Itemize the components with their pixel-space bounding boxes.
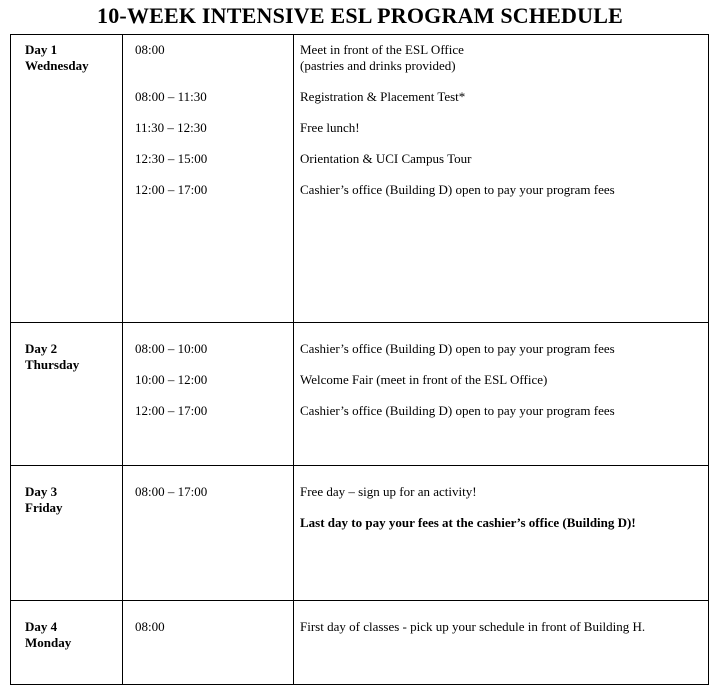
day-cell xyxy=(11,466,123,601)
event-item: Cashier’s office (Building D) open to pay your program fees xyxy=(300,403,615,418)
event-cell xyxy=(294,601,709,685)
table-row xyxy=(11,601,709,685)
event-item: Free lunch! xyxy=(300,120,360,135)
page-title: 10-WEEK INTENSIVE ESL PROGRAM SCHEDULE xyxy=(97,3,623,28)
event-cell xyxy=(294,323,709,466)
time-slot: 08:00 xyxy=(135,619,165,634)
event-item: Cashier’s office (Building D) open to pay your program fees xyxy=(300,182,615,197)
event-text: Meet in front of the ESL Office xyxy=(300,42,464,57)
day-cell xyxy=(11,323,123,466)
time-cell xyxy=(123,35,294,323)
day-number: Day 1 xyxy=(25,42,58,57)
event-cell xyxy=(294,466,709,601)
event-item: Free day – sign up for an activity! xyxy=(300,484,477,499)
table-row xyxy=(11,466,709,601)
day-number: Day 3 xyxy=(25,484,58,499)
time-slot: 08:00 – 10:00 xyxy=(135,341,208,356)
time-slot: 10:00 – 12:00 xyxy=(135,372,208,387)
time-cell xyxy=(123,466,294,601)
event-item xyxy=(300,42,708,74)
weekday: Friday xyxy=(25,500,63,515)
event-item: Orientation & UCI Campus Tour xyxy=(300,151,472,166)
table-row xyxy=(11,35,709,323)
time-slot: 08:00 – 11:30 xyxy=(135,89,207,104)
day-number: Day 4 xyxy=(25,619,58,634)
time-slot: 08:00 xyxy=(135,42,165,57)
event-item: Welcome Fair (meet in front of the ESL Office) xyxy=(300,372,548,387)
time-slot: 12:00 – 17:00 xyxy=(135,403,208,418)
time-slot: 12:30 – 15:00 xyxy=(135,151,208,166)
time-cell xyxy=(123,323,294,466)
day-number: Day 2 xyxy=(25,341,58,356)
weekday: Monday xyxy=(25,635,72,650)
time-slot: 08:00 – 17:00 xyxy=(135,484,208,499)
event-note: (pastries and drinks provided) xyxy=(300,58,456,73)
event-item: Registration & Placement Test* xyxy=(300,89,466,104)
event-cell xyxy=(294,35,709,323)
weekday: Wednesday xyxy=(25,58,89,73)
day-cell xyxy=(11,35,123,323)
time-slot: 11:30 – 12:30 xyxy=(135,120,207,135)
event-item: First day of classes - pick up your schedule in front of Building H. xyxy=(300,619,646,634)
event-item-highlight: Last day to pay your fees at the cashier’s office (Building D)! xyxy=(300,515,636,530)
day-cell xyxy=(11,601,123,685)
weekday: Thursday xyxy=(25,357,80,372)
event-item: Cashier’s office (Building D) open to pay your program fees xyxy=(300,341,615,356)
table-row xyxy=(11,323,709,466)
time-cell xyxy=(123,601,294,685)
schedule-table xyxy=(10,34,709,685)
time-slot: 12:00 – 17:00 xyxy=(135,182,208,197)
